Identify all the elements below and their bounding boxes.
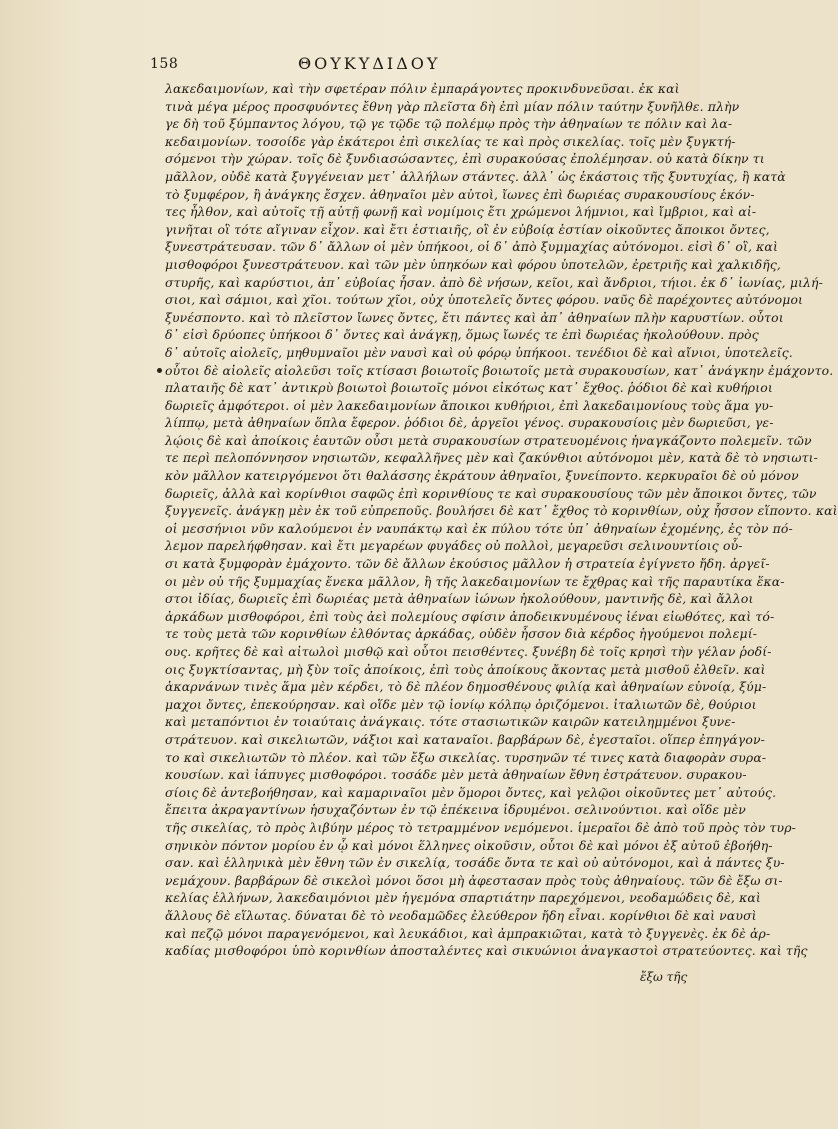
page-number: 158 xyxy=(150,56,179,72)
text-line: λίππῳ, μετὰ ἀθηναίων ὅπλα ἔφερον. ῥόδιοι δὲ, ἀργεῖοι γένος. συρακουσίοις μὲν δωριεῦσι, γε- xyxy=(165,415,774,431)
text-line: τε τοὺς μετὰ τῶν κορινθίων ἐλθόντας ἀρκάδας, οὐδὲν ἧσσον διὰ κέρδος ἡγούμενοι πολεμί- xyxy=(165,626,758,642)
text-line: στυρῆς, καὶ καρύστιοι, ἀπ᾽ εὐβοίας ἦσαν. ἀπὸ δὲ νήσων, κεῖοι, καὶ ἄνδριοι, τήιοι. ἐκ δ᾽ ἰωνίας, μιλή- xyxy=(165,274,823,290)
text-line: μαχοι ὄντες, ἐπεκούρησαν. καὶ οἵδε μὲν τῷ ἰονίῳ κόλπῳ ὁριζόμενοι. ἰταλιωτῶν δὲ, θούριοι xyxy=(165,696,757,712)
text-line: δωριεῖς ἀμφότεροι. οἱ μὲν λακεδαιμονίων ἄποικοι κυθήριοι, ἐπὶ λακεδαιμονίους τοὺς ἅμα γυ- xyxy=(165,397,774,413)
text-line: σόμενοι τὴν χώραν. τοῖς δὲ ξυνδιασώσαντες, ἐπὶ συρακούσας ἐπολέμησαν. οὐ κατὰ δίκην τι xyxy=(165,151,765,167)
text-line: οἱ μεσσήνιοι νῦν καλούμενοι ἐν ναυπάκτῳ καὶ ἐκ πύλου τότε ὑπ᾽ ἀθηναίων ἐχομένης, ἐς τὸν πό- xyxy=(165,520,793,536)
catchword: ἔξω τῆς xyxy=(640,970,688,984)
text-line: ἀκαρνάνων τινὲς ἅμα μὲν κέρδει, τὸ δὲ πλέον δημοσθένους φιλίᾳ καὶ ἀθηναίων εὐνοίᾳ, ξύμ- xyxy=(165,679,767,695)
text-line: τε περὶ πελοπόννησον νησιωτῶν, κεφαλλῆνες μὲν καὶ ζακύνθιοι αὐτόνομοι μὲν, κατὰ δὲ τὸ νησιωτι- xyxy=(165,450,818,466)
text-line: ξυγγενεῖς. ἀνάγκῃ μὲν ἐκ τοῦ εὐπρεποῦς. βουλήσει δὲ κατ᾽ ἔχθος τὸ κορινθίων, οὐχ ἧσσον εἵποντο. καὶ xyxy=(165,503,838,519)
text-line: ξυνεστράτευσαν. τῶν δ᾽ ἄλλων οἱ μὲν ὑπήκοοι, οἱ δ᾽ ἀπὸ ξυμμαχίας αὐτόνομοι. εἰσὶ δ᾽ οἳ, καὶ xyxy=(165,239,778,255)
text-line: δ᾽ αὐτοῖς αἰολεῖς, μηθυμναῖοι μὲν ναυσὶ καὶ οὐ φόρῳ ὑπήκοοι. τενέδιοι δὲ καὶ αἴνιοι, ὑποτελεῖς. xyxy=(165,344,793,360)
text-line: καὶ πεζῷ μόνοι παραγενόμενοι, καὶ λευκάδιοι, καὶ ἀμπρακιῶται, κατὰ τὸ ξυγγενὲς. ἐκ δὲ ἀρ- xyxy=(165,925,771,941)
margin-bullet-icon xyxy=(157,368,162,373)
text-line: κεδαιμονίων. τοσοίδε γὰρ ἑκάτεροι ἐπὶ σικελίας τε καὶ πρὸς σικελίας. τοῖς μὲν ξυγκτή- xyxy=(165,133,736,149)
text-line: δωριεῖς, ἀλλὰ καὶ κορίνθιοι σαφῶς ἐπὶ κορινθίους τε καὶ συρακουσίους τῶν μὲν ἄποικοι ὄντες, τῶν xyxy=(165,485,817,501)
text-line: σαν. καὶ ἑλληνικὰ μὲν ἔθνη τῶν ἐν σικελίᾳ, τοσάδε ὄντα τε καὶ οὐ αὐτόνομοι, καὶ ἀ πάντες ξυ- xyxy=(165,855,785,871)
text-line: οὗτοι δὲ αἰολεῖς αἰολεῦσι τοῖς κτίσασι βοιωτοῖς βοιωτοῖς μετὰ συρακουσίων, κατ᾽ ἀνάγκην ἐμάχοντο. xyxy=(165,362,834,378)
text-line: τὸ ξυμφέρον, ἢ ἀνάγκης ἔσχεν. ἀθηναῖοι μὲν αὐτοὶ, ἴωνες ἐπὶ δωριέας συρακουσίους ἑκόν- xyxy=(165,186,755,202)
text-line: γε δὴ τοῦ ξύμπαντος λόγου, τῷ γε τῷδε τῷ πολέμῳ πρὸς τὴν ἀθηναίων τε πόλιν καὶ λα- xyxy=(165,116,733,132)
text-line: νεμάχουν. βαρβάρων δὲ σικελοὶ μόνοι ὅσοι μὴ ἀφεστασαν πρὸς τοὺς ἀθηναίους. τῶν δὲ ἔξω σι- xyxy=(165,872,783,888)
text-line: οις ξυγκτίσαντας, μὴ ξὺν τοῖς ἀποίκοις, ἐπὶ τοὺς ἀποίκους ἄκοντας μετὰ μισθοῦ ἐλθεῖν. καὶ xyxy=(165,661,766,677)
text-line: το καὶ σικελιωτῶν τὸ πλέον. καὶ τῶν ἔξω σικελίας. τυρσηνῶν τέ τινες κατὰ διαφορὰν συρα- xyxy=(165,749,767,765)
text-line: τῆς σικελίας, τὸ πρὸς λιβύην μέρος τὸ τετραμμένον νεμόμενοι. ἱμεραῖοι δὲ ἀπὸ τοῦ πρὸς τὸν τυρ- xyxy=(165,819,796,835)
text-line: στράτευον. καὶ σικελιωτῶν, νάξιοι καὶ καταναῖοι. βαρβάρων δὲ, ἐγεσταῖοι. οἵπερ ἐπηγάγον- xyxy=(165,731,765,747)
text-line: πλαταιῆς δὲ κατ᾽ ἀντικρὺ βοιωτοὶ βοιωτοῖς μόνοι εἰκότως κατ᾽ ἔχθος. ῥόδιοι δὲ καὶ κυθήριοι xyxy=(165,380,773,396)
text-line: ξυνέσποντο. καὶ τὸ πλεῖστον ἴωνες ὄντες, ἔτι πάντες καὶ ἀπ᾽ ἀθηναίων πλὴν καρυστίων. οὗτοι xyxy=(165,309,784,325)
text-line: καὶ μεταπόντιοι ἐν τοιαύταις ἀνάγκαις. τότε στασιωτικῶν καιρῶν κατειλημμένοι ξυνε- xyxy=(165,714,736,730)
text-line: τες ἦλθον, καὶ αὐτοῖς τῇ αὐτῇ φωνῇ καὶ νομίμοις ἔτι χρώμενοι λήμνιοι, καὶ ἴμβριοι, καὶ αἰ- xyxy=(165,204,757,220)
text-line: ἀρκάδων μισθοφόροι, ἐπὶ τοὺς ἀεὶ πολεμίους σφίσιν ἀποδεικνυμένους ἰέναι εἰωθότες, καὶ τό- xyxy=(165,608,775,624)
text-line: σιοι, καὶ σάμιοι, καὶ χῖοι. τούτων χῖοι, οὐχ ὑποτελεῖς ὄντες φόρου. ναῦς δὲ παρέχοντες αὐτόνομοι xyxy=(165,292,804,308)
text-line: καδίας μισθοφόροι ὑπὸ κορινθίων ἀποσταλέντες καὶ σικυώνιοι ἀναγκαστοὶ στρατεύοντες. καὶ τῆς xyxy=(165,943,808,959)
text-line: λῴοις δὲ καὶ ἀποίκοις ἑαυτῶν οὖσι μετὰ συρακουσίων στρατευομένοις ἠναγκάζοντο πολεμεῖν. τῶν xyxy=(165,432,812,448)
text-line: στοι ἰδίας, δωριεῖς ἐπὶ δωριέας μετὰ ἀθηναίων ἰώνων ἠκολούθουν, μαντινῆς δὲ, καὶ ἄλλοι xyxy=(165,591,754,607)
text-line: μᾶλλον, οὐδὲ κατὰ ξυγγένειαν μετ᾽ ἀλλήλων στάντες. ἀλλ᾽ ὡς ἑκάστοις τῆς ξυντυχίας, ἢ κατὰ xyxy=(165,168,786,184)
text-line: σηνικὸν πόντον μορίου ἐν ᾧ καὶ μόνοι ἕλληνες οἰκοῦσιν, οὗτοι δὲ καὶ μόνοι ἐξ αὐτοῦ ἐβοήθη- xyxy=(165,837,773,853)
text-line: ους. κρῆτες δὲ καὶ αἰτωλοὶ μισθῷ καὶ οὗτοι πεισθέντες. ξυνέβη δὲ τοῖς κρησὶ τὴν γέλαν ῥοδί- xyxy=(165,644,772,659)
text-line: κουσίων. καὶ ἰάπυγες μισθοφόροι. τοσάδε μὲν μετὰ ἀθηναίων ἔθνη ἐστράτευον. συρακου- xyxy=(165,767,747,783)
text-line: ἄλλους δὲ εἵλωτας. δύναται δὲ τὸ νεοδαμῶδες ἐλεύθερον ἤδη εἶναι. κορίνθιοι δὲ καὶ ναυσὶ xyxy=(165,907,757,923)
text-line: οι μὲν οὐ τῆς ξυμμαχίας ἕνεκα μᾶλλον, ἢ τῆς λακεδαιμονίων τε ἔχθρας καὶ τῆς παραυτίκα ἕκα- xyxy=(165,573,785,589)
text-line: κελίας ἑλλήνων, λακεδαιμόνιοι μὲν ἡγεμόνα σπαρτιάτην παρεχόμενοι, νεοδαμώδεις δὲ, καὶ xyxy=(165,890,761,906)
text-line: μισθοφόροι ξυνεστράτευον. καὶ τῶν μὲν ὑπηκόων καὶ φόρου ὑποτελῶν, ἐρετριῆς καὶ χαλκιδῆς, xyxy=(165,256,782,272)
text-line: τινὰ μέγα μέρος προσφυόντες ἔθνη γὰρ πλεῖστα δὴ ἐπὶ μίαν πόλιν ταύτην ξυνῆλθε. πλὴν xyxy=(165,98,740,114)
text-line: σίοις δὲ ἀντεβοήθησαν, καὶ καμαριναῖοι μὲν ὅμοροι ὄντες, καὶ γελῷοι οἰκοῦντες μετ᾽ αὐτούς. xyxy=(165,784,777,800)
page-header xyxy=(0,52,700,78)
text-line: σι κατὰ ξυμφορὰν ἐμάχοντο. τῶν δὲ ἄλλων ἑκούσιος μᾶλλον ἡ στρατεία ἐγίγνετο ἤδη. ἀργεῖ- xyxy=(165,556,770,572)
text-line: δ᾽ εἰσὶ δρύοπες ὑπήκοοι δ᾽ ὄντες καὶ ἀνάγκῃ, ὅμως ἴωνές τε ἐπὶ δωριέας ἠκολούθουν. πρὸς xyxy=(165,327,759,343)
text-line: γινῆται οἳ τότε αἴγιναν εἶχον. καὶ ἔτι ἑστιαιῆς, οἳ ἐν εὐβοίᾳ ἑστίαν οἰκοῦντες ἄποικοι ὄντες, xyxy=(165,221,770,237)
text-line: ἔπειτα ἀκραγαντίνων ἡσυχαζόντων ἐν τῷ ἐπέκεινα ἱδρυμένοι. σελινούντιοι. καὶ οἵδε μὲν xyxy=(165,802,746,818)
text-line: λακεδαιμονίων, καὶ τὴν σφετέραν πόλιν ἐμπαράγοντες προκινδυνεῦσαι. ἐκ καὶ xyxy=(165,81,680,96)
text-line: κὸν μᾶλλον κατειργόμενοι ὅτι θαλάσσης ἐκράτουν ἀθηναῖοι, ξυνείποντο. κερκυραῖοι δὲ οὐ μόνον xyxy=(165,468,799,484)
text-line: λεμον παρελήφθησαν. καὶ ἔτι μεγαρέων φυγάδες οὐ πολλοὶ, μεγαρεῦσι σελινουντίοις οὖ- xyxy=(165,538,743,554)
main-text-block xyxy=(165,80,838,960)
running-title: ΘΟΥΚΥΔΙΔΟΥ xyxy=(298,54,441,73)
